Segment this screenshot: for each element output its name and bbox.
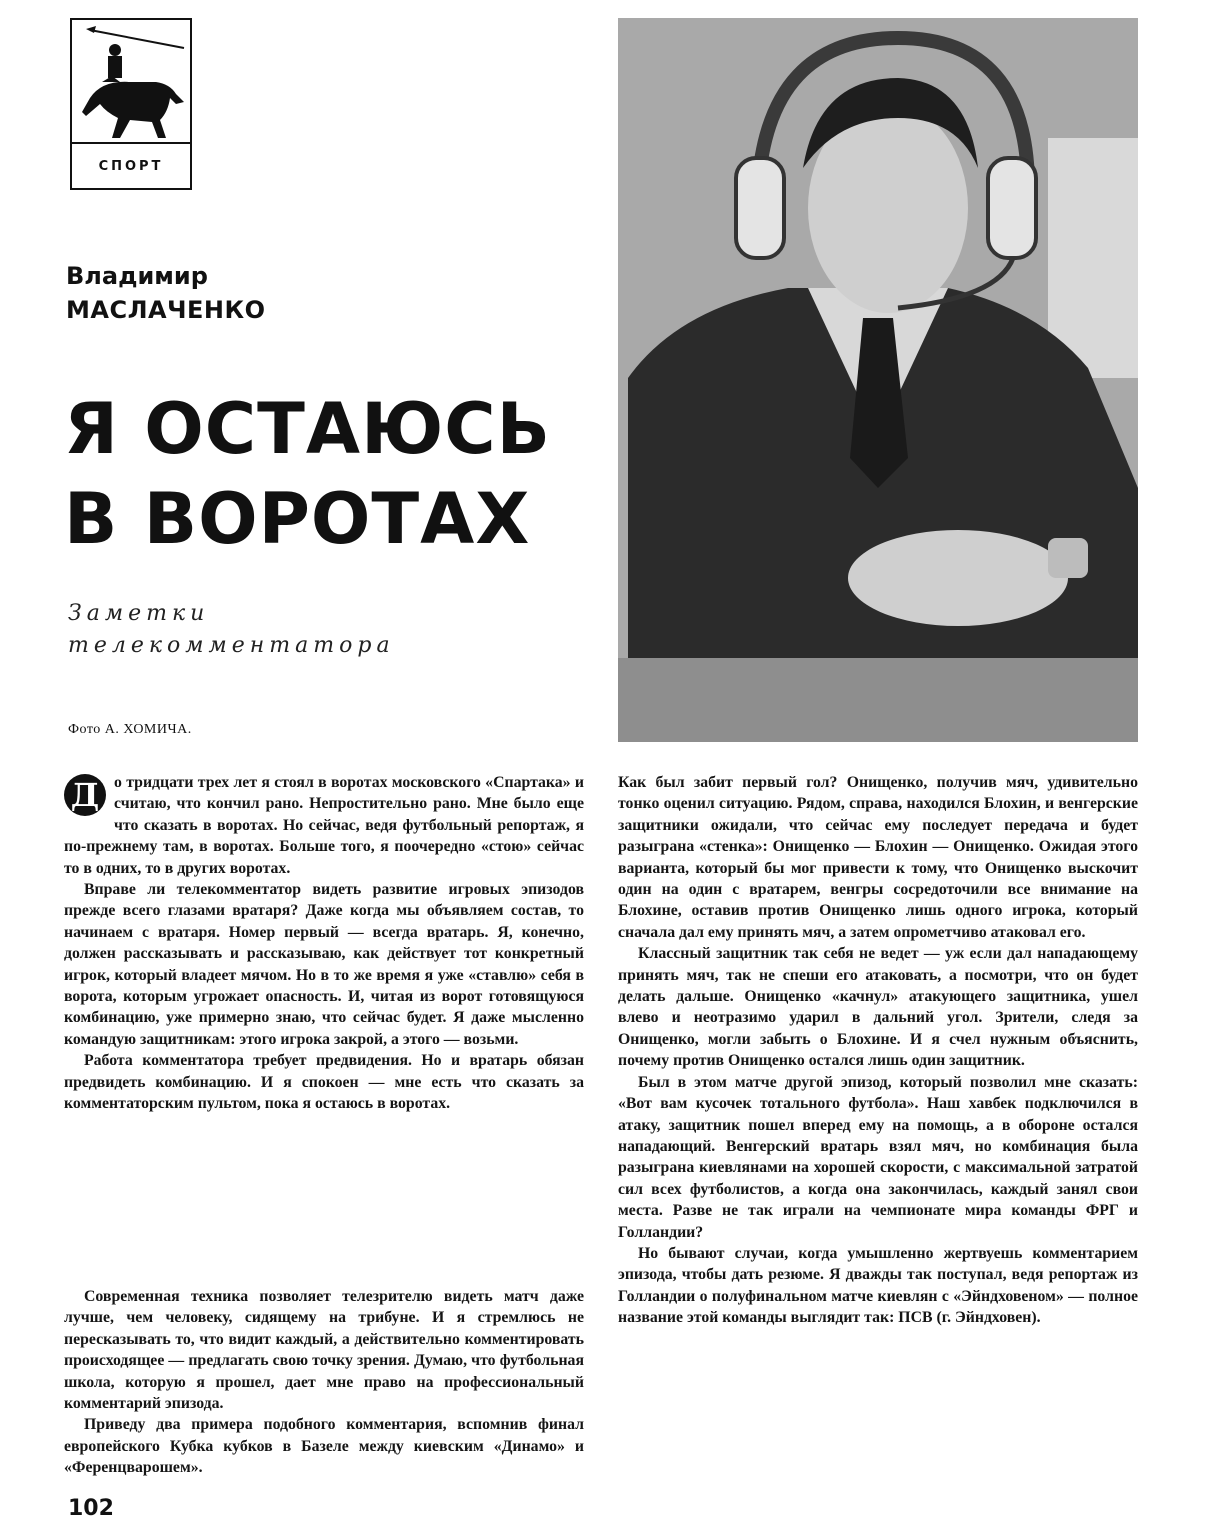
paragraph-text: о тридцати трех лет я стоял в воротах московского «Спартака» и считаю, что кончил рано. Непростительно рано. Мне было еще что сказать в воротах. Но сейчас, ведя футбольный репортаж, я по-прежнему там, в воротах. Больше того, я поочередно «стою» сейчас то в одних, то в других воротах. <box>64 774 584 877</box>
article-paragraph: Но бывают случаи, когда умышленно жертвуешь комментарием эпизода, чтобы дать резюме. Я дважды так поступал, ведя репортаж из Голландии о полуфинальном матче киевлян с «Эйндховеном» — полное название этой команды выглядит так: ПСВ (г. Эйндховен). <box>618 1244 1138 1327</box>
article-paragraph: Вправе ли телекомментатор видеть развитие игровых эпизодов прежде всего глазами вратаря? Даже когда мы объявляем состав, то начинаем с вратаря. Номер первый — всегда вратарь. Я, конечно, должен рассказывать и рассказываю, как действует тот конкретный игрок, который владеет мячом. Но в то же время я уже «ставлю» себя в ворота, которым угрожает опасность. И, читая из ворот готовящуюся комбинацию, уже примерно знаю, что сейчас будет. Я даже мысленно командую защитникам: этого игрока закрой, а этого — возьми. <box>64 881 584 1048</box>
article-subtitle <box>68 598 395 662</box>
title-line-1: Я ОСТАЮСЬ <box>64 388 551 470</box>
man-with-headphones-icon <box>618 18 1138 742</box>
dropcap: Д <box>64 774 106 816</box>
article-column-left-top <box>64 772 584 1115</box>
article-column-left-bottom <box>64 1286 584 1479</box>
article-column-right <box>618 772 1138 1329</box>
title-line-2: В ВОРОТАХ <box>64 478 531 560</box>
subtitle-line-2: телекомментатора <box>68 633 395 658</box>
article-paragraph <box>64 772 584 879</box>
article-paragraph: Работа комментатора требует предвидения. Но и вратарь обязан предвидеть комбинацию. И я спокоен — мне есть что сказать за комментаторским пультом, пока я остаюсь в воротах. <box>64 1052 584 1113</box>
article-paragraph: Как был забит первый гол? Онищенко, получив мяч, удивительно тонко оценил ситуацию. Рядом, справа, находился Блохин, и венгерские защитники ожидали, что сейчас ему последует передача и будет разыграна «стенка»: Онищенко — Блохин — Онищенко. Ожидая этого варианта, который бы мог привести к тому, что Онищенко выскочит один на один с вратарем, венгры сосредоточили все внимание на Блохине, оставив против Онищенко лишь одного игрока, который сначала дал ему принять мяч, а затем опрометчиво атаковал его. <box>618 774 1138 941</box>
page-number: 102 <box>68 1496 114 1521</box>
article-paragraph: Был в этом матче другой эпизод, который позволил мне сказать: «Вот вам кусочек тотального футбола». Наш хавбек подключился в атаку, защитник пошел вперед ему на помощь, а в обороне остался нападающий. Венгерский вратарь взял мяч, но комбинация была разыграна киевлянами на хорошей скорости, с максимальной затратой сил всех футболистов, а когда она закончилась, каждый занял свои места. Разве не так играли на чемпионате мира команды ФРГ и Голландии? <box>618 1073 1138 1241</box>
photo-portrait <box>618 18 1138 742</box>
article-paragraph: Классный защитник так себя не ведет — уж если дал нападающему принять мяч, так не спеши его атаковать, а посмотри, что он будет делать дальше. Онищенко «качнул» атакующего защитника, ушел влево и неотразимо ударил в дальний угол. Зрители, следя за Онищенко, могли забыть о Блохине. И я счел нужным объяснить, почему против Онищенко остался лишь один защитник. <box>618 945 1138 1070</box>
subtitle-line-1: Заметки <box>68 601 210 626</box>
author-last-name: МАСЛАЧЕНКО <box>66 296 266 324</box>
section-label: СПОРТ <box>72 142 190 188</box>
author-first-name: Владимир <box>66 262 208 290</box>
section-logo <box>70 18 192 190</box>
article-paragraph: Приведу два примера подобного комментария, вспомнив финал европейского Кубка кубков в Базеле между киевским «Динамо» и «Ференцварошем». <box>64 1416 584 1477</box>
article-title <box>64 384 551 564</box>
photo-credit: Фото А. ХОМИЧА. <box>68 722 192 737</box>
article-paragraph: Современная техника позволяет телезрителю видеть матч даже лучше, чем человеку, сидящему на трибуне. И я стремлюсь не пересказывать то, что видит каждый, а действительно комментировать происходящее — предлагать свою точку зрения. Думаю, что футбольная школа, которую я прошел, дает мне право на профессиональный комментарий эпизода. <box>64 1288 584 1413</box>
horseman-rider-icon <box>72 20 190 146</box>
